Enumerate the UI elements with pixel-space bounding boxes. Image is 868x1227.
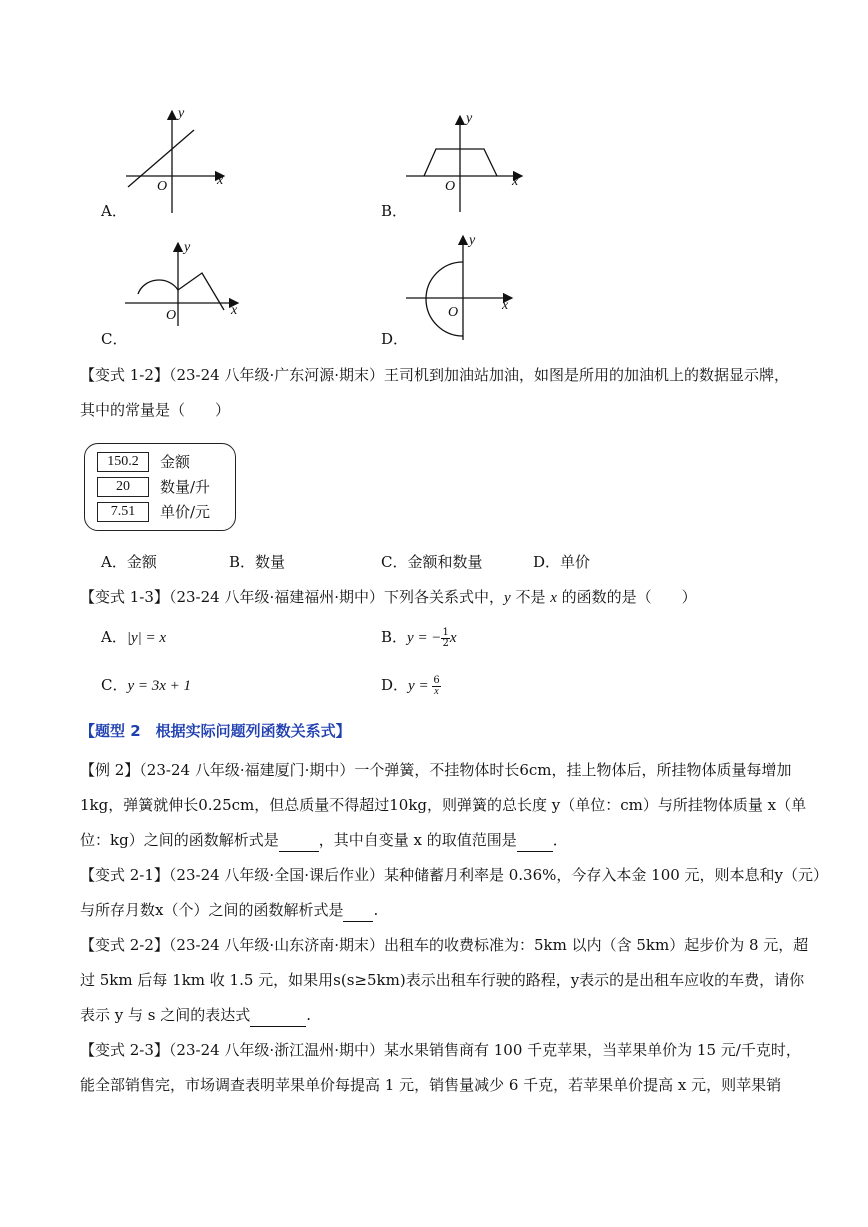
question-v23-line1: 【变式 2-3】（23-24 八年级·浙江温州·期中）某水果销售商有 100 千克苹果，当苹果单价为 15 元/千克时， xyxy=(80,1041,801,1059)
v13-option-c: C．y = 3x + 1 xyxy=(101,676,192,694)
option-c-letter: C． xyxy=(101,330,128,348)
fuel-pump-display xyxy=(84,443,236,531)
question-v22-line2: 过 5km 后每 1km 收 1.5 元，如果用s(s≥5km)表示出租车行驶的路程，y表示的是出租车应收的车费，请你 xyxy=(80,971,805,989)
graph-d-x-label: x xyxy=(502,298,509,313)
display-value-amount: 150.2 xyxy=(97,452,149,472)
display-value-quantity: 20 xyxy=(97,477,149,497)
v12-option-d: D．单价 xyxy=(533,553,591,571)
option-b-letter: B． xyxy=(381,202,408,220)
v12-option-b: B．数量 xyxy=(229,553,286,571)
display-value-unit-price: 7.51 xyxy=(97,502,149,522)
v13-option-a: A．|y| = x xyxy=(101,628,167,646)
example2-line2: 1kg，弹簧就伸长0.25cm，但总质量不得超过10kg，则弹簧的总长度 y（单位：cm）与所挂物体质量 x（单 xyxy=(80,796,807,814)
graph-option-c xyxy=(120,238,245,328)
question-v12-tag: 【变式 1-2】 xyxy=(80,366,169,384)
answer-blank-v22 xyxy=(250,1004,306,1027)
graph-option-a xyxy=(120,105,230,215)
example2-line3: 位：kg）之间的函数解析式是 ，其中自变量 x 的取值范围是 ． xyxy=(80,829,568,852)
question-v21-line1: 【变式 2-1】（23-24 八年级·全国·课后作业）某种储蓄月利率是 0.36%，今存入本金 100 元，则本息和y（元） xyxy=(80,866,829,884)
answer-blank-2 xyxy=(517,829,553,852)
graph-c-origin-label: O xyxy=(166,308,177,323)
graph-a-x-label: x xyxy=(217,173,224,188)
graph-a-origin-label: O xyxy=(157,179,168,194)
question-v21-line2: 与所存月数x（个）之间的函数解析式是 . xyxy=(80,899,378,922)
question-v23-line2: 能全部销售完，市场调查表明苹果单价每提高 1 元，销售量减少 6 千克，若苹果单价提高 x 元，则苹果销 xyxy=(80,1076,782,1094)
question-v22-line3: 表示 y 与 s 之间的表达式 . xyxy=(80,1004,311,1027)
option-d-letter: D． xyxy=(381,330,409,348)
display-label-amount: 金额 xyxy=(160,453,191,471)
v13-option-b: B．y = − $\frac{1}{2}$ x xyxy=(381,626,457,649)
example2-line1: 【例 2】（23-24 八年级·福建厦门·期中）一个弹簧，不挂物体时长6cm，挂上物体后，所挂物体质量每增加 xyxy=(80,761,792,779)
graph-a-y-label: y xyxy=(178,106,185,121)
v13-option-d: D．y = $\frac{6}{x}$ xyxy=(381,674,440,697)
graph-option-d xyxy=(400,232,520,342)
graph-d-origin-label: O xyxy=(448,305,459,320)
answer-blank-v21 xyxy=(343,899,373,922)
question-v13-tag: 【变式 1-3】 xyxy=(80,588,169,606)
section-heading-type2: 【题型 2 根据实际问题列函数关系式】 xyxy=(80,722,351,740)
question-v13-line1: 【变式 1-3】（23-24 八年级·福建福州·期中）下列各关系式中，y 不是 x 的函数的是（ ） xyxy=(80,588,697,606)
graph-option-b xyxy=(400,110,530,215)
question-v22-line1: 【变式 2-2】（23-24 八年级·山东济南·期末）出租车的收费标准为：5km 以内（含 5km）起步价为 8 元，超 xyxy=(80,936,809,954)
question-v12-line1: 【变式 1-2】（23-24 八年级·广东河源·期末）王司机到加油站加油，如图是所用的加油机上的数据显示牌， xyxy=(80,366,789,384)
graph-d-y-label: y xyxy=(469,233,476,248)
display-label-unit-price: 单价/元 xyxy=(160,503,211,521)
fraction-one-half: $\frac{1}{2}$ xyxy=(442,626,449,649)
answer-blank-1 xyxy=(279,829,319,852)
graph-b-y-label: y xyxy=(466,111,473,126)
graph-c-y-label: y xyxy=(184,240,191,255)
fraction-six-over-x: $\frac{6}{x}$ xyxy=(433,674,440,697)
graph-c-x-label: x xyxy=(231,303,238,318)
v12-option-a: A．金额 xyxy=(101,553,157,571)
graph-b-origin-label: O xyxy=(445,179,456,194)
option-a-letter: A． xyxy=(101,202,127,220)
graph-b-x-label: x xyxy=(512,174,519,189)
display-label-quantity: 数量/升 xyxy=(160,478,211,496)
v12-option-c: C．金额和数量 xyxy=(381,553,483,571)
question-v12-line2: 其中的常量是（ ） xyxy=(80,401,231,419)
